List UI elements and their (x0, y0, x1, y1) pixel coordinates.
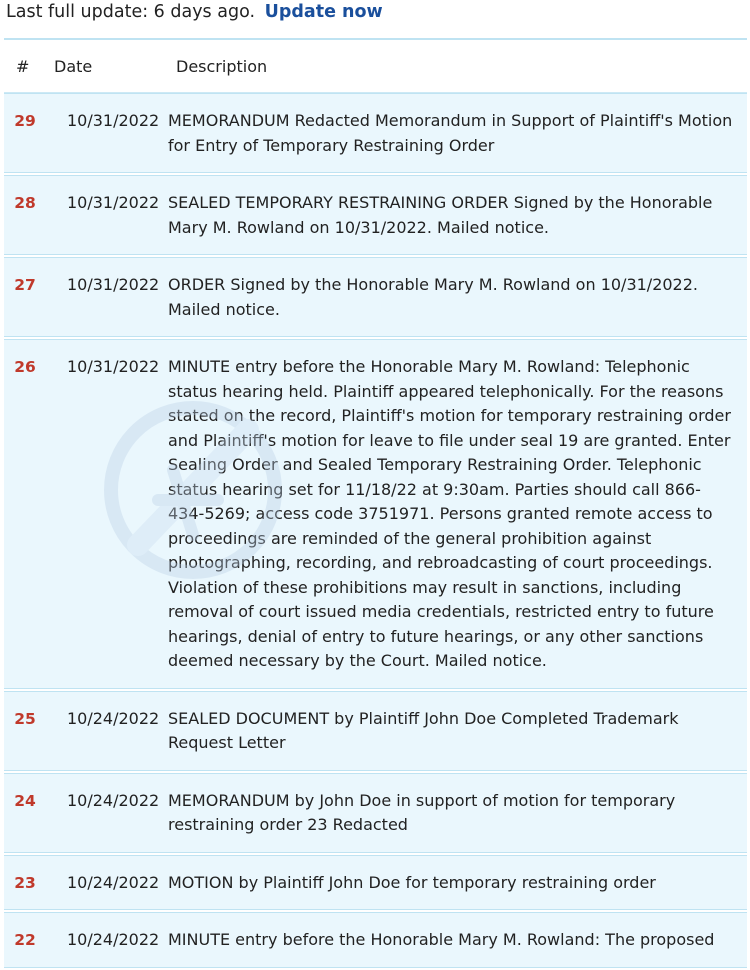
docket-table (4, 38, 747, 970)
entry-number[interactable]: 28 (14, 194, 36, 212)
entry-number[interactable]: 27 (14, 276, 36, 294)
entry-description: MEMORANDUM by John Doe in support of motion for temporary restraining order 23 Redacted (168, 790, 676, 834)
entry-description: MEMORANDUM Redacted Memorandum in Support of Plaintiff's Motion for Entry of Temporary Restraining Order (168, 111, 733, 155)
entry-description: MOTION by Plaintiff John Doe for temporary restraining order (168, 872, 656, 892)
header-date: Date (54, 57, 93, 76)
entry-description: SEALED TEMPORARY RESTRAINING ORDER Signed by the Honorable Mary M. Rowland on 10/31/2022. Mailed notice. (168, 193, 713, 237)
entry-date: 10/31/2022 (67, 111, 160, 130)
entry-date: 10/31/2022 (67, 275, 160, 294)
docket-entry-25 (4, 691, 747, 771)
docket-entry-24 (4, 773, 747, 853)
entry-date: 10/24/2022 (67, 790, 160, 810)
docket-entry-28 (4, 175, 747, 255)
entry-date: 10/24/2022 (67, 708, 160, 728)
entry-date: 10/24/2022 (67, 872, 160, 892)
entry-number[interactable]: 24 (14, 791, 36, 810)
entry-description: SEALED DOCUMENT by Plaintiff John Doe Completed Trademark Request Letter (168, 708, 679, 752)
entry-number[interactable]: 26 (14, 358, 36, 376)
entry-number[interactable]: 29 (14, 112, 36, 130)
entry-date: 10/24/2022 (67, 930, 160, 949)
header-description: Description (176, 57, 268, 76)
docket-entry-27 (4, 257, 747, 337)
entry-number[interactable]: 23 (14, 873, 36, 892)
update-status (6, 0, 383, 26)
entry-description: MINUTE entry before the Honorable Mary M. Rowland: Telephonic status hearing held. Plaintiff appeared telephonically. For the reasons stated on the record, Plaintiff's motion for temporary restraining order and Plaintiff's motion for leave to file under seal 19 are granted. Enter Sealing Order and Sealed Temporary Restraining Order. Telephonic status hearing set for 11/18/22 at 9:30am. Parties should call 866-434-5269; access code 3751971. Persons granted remote access to proceedings are reminded of the general prohibition against photographing, recording, and rebroadcasting of court proceedings. Violation of these prohibitions may result in sanctions, including removal of court issued media credentials, restricted entry to future hearings, denial of entry to future hearings, or any other sanctions deemed necessary by the Court. Mailed notice. (168, 357, 731, 670)
entry-description: MINUTE entry before the Honorable Mary M. Rowland: The proposed (168, 930, 715, 949)
update-status-text: Last full update: 6 days ago. (6, 2, 256, 22)
entry-number[interactable]: 25 (14, 709, 36, 728)
entry-number[interactable]: 22 (14, 931, 36, 949)
docket-table-header (4, 40, 747, 93)
docket-entry-22 (4, 912, 747, 968)
entry-date: 10/31/2022 (67, 193, 160, 212)
header-number: # (16, 57, 30, 76)
docket-entry-29 (4, 93, 747, 173)
entry-date: 10/31/2022 (67, 357, 160, 376)
entry-description: ORDER Signed by the Honorable Mary M. Rowland on 10/31/2022. Mailed notice. (168, 275, 698, 319)
update-now-link[interactable]: Update now (264, 2, 383, 22)
docket-entry-26 (4, 339, 747, 689)
docket-entry-23 (4, 855, 747, 911)
